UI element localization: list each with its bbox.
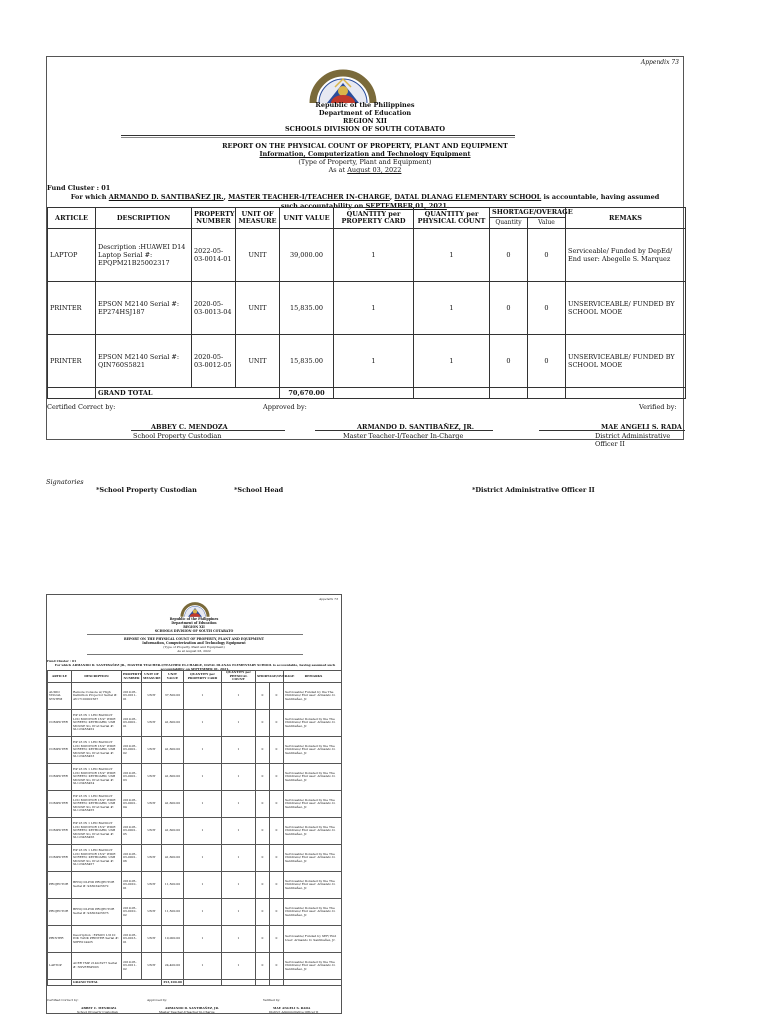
report-category: Information, Computerization and Technology Equipment bbox=[259, 150, 471, 158]
division-label: SCHOOLS DIVISION OF SOUTH COTABATO bbox=[284, 125, 446, 133]
cell-qty-count: 1 bbox=[414, 229, 490, 282]
col-unit: UNIT OF MEASURE bbox=[236, 208, 280, 229]
as-at-label: As at bbox=[328, 166, 346, 174]
cell-short-qty: 0 bbox=[256, 737, 270, 764]
thumb-grand-total-value: 353,100.00 bbox=[163, 979, 182, 984]
cell-unit: UNIT bbox=[142, 899, 162, 926]
cell-article: COMPUTER bbox=[48, 737, 72, 764]
thumb-col-article: ARTICLE bbox=[48, 671, 72, 683]
cell-remarks: Serviceable/ Donated by the The Childrens/ End user: Armando D. Santibañez, Jr. bbox=[284, 737, 343, 764]
fund-cluster: Fund Cluster : 01 bbox=[47, 184, 111, 192]
cell-description: Description : EPSON L3110 INK TANK PRINTER Serial #: X8FE014425 bbox=[72, 926, 122, 953]
cell-article: LAPTOP bbox=[48, 953, 72, 980]
cell-article: AUDIO VISUAL SYSTEM bbox=[48, 683, 72, 710]
signatory-custodian: *School Property Custodian bbox=[96, 486, 197, 494]
acct-date: SEPTEMBER 01, 2021 bbox=[365, 202, 447, 210]
table-row bbox=[48, 818, 343, 845]
col-article: ARTICLE bbox=[48, 208, 96, 229]
cell-short-qty: 0 bbox=[256, 953, 270, 980]
cell-short-qty: 0 bbox=[490, 229, 528, 282]
cell-property: 2019-05-03-0010-02 bbox=[122, 899, 142, 926]
report-title: REPORT ON THE PHYSICAL COUNT OF PROPERTY, PLANT AND EQUIPMENT bbox=[222, 142, 508, 150]
col-shortage-value: Value bbox=[528, 218, 566, 229]
thumb-col-short: SHORTAGE/OVERAGE bbox=[256, 671, 284, 683]
cell-blank bbox=[48, 388, 96, 399]
cell-unit-value: 15,835.00 bbox=[280, 335, 334, 388]
col-property-number: PROPERTY NUMBER bbox=[192, 208, 236, 229]
region-label: REGION XII bbox=[343, 117, 387, 125]
cell-count: 1 bbox=[222, 953, 256, 980]
cell-article: PROJECTOR bbox=[48, 872, 72, 899]
grand-total-row bbox=[48, 980, 343, 986]
cell-unit-value: 39,000.00 bbox=[280, 229, 334, 282]
cell-card: 1 bbox=[184, 737, 222, 764]
thumb-certified-label: Certified Correct by: bbox=[47, 998, 79, 1002]
cell-blank bbox=[414, 388, 490, 399]
acct-end: . bbox=[446, 202, 450, 210]
cell-short-value: 0 bbox=[270, 791, 284, 818]
signature-line bbox=[131, 430, 285, 431]
cell-count: 1 bbox=[222, 926, 256, 953]
cell-value: 11,500.00 bbox=[162, 872, 184, 899]
cell-count: 1 bbox=[222, 872, 256, 899]
cell-remarks: Serviceable/ Donated by the The Childrens/ End user: Armando D. Santibañez, Jr. bbox=[284, 872, 343, 899]
cell-blank bbox=[256, 980, 270, 986]
cell-short-qty: 0 bbox=[256, 791, 270, 818]
cell-value: 41,600.00 bbox=[162, 764, 184, 791]
cell-short-value: 0 bbox=[270, 764, 284, 791]
cell-value: 24,400.00 bbox=[162, 953, 184, 980]
cell-article: COMPUTER bbox=[48, 710, 72, 737]
grand-total-value: 70,670.00 bbox=[280, 388, 334, 399]
cell-value: 10,000.00 bbox=[162, 926, 184, 953]
table-row bbox=[48, 791, 343, 818]
cell-blank bbox=[48, 980, 72, 986]
cell-blank bbox=[528, 388, 566, 399]
cell-remarks: Serviceable/ Donated by the The Childrens/ End user: Armando D. Santibañez, Jr. bbox=[284, 710, 343, 737]
cell-article: COMPUTER bbox=[48, 818, 72, 845]
thumb-rule bbox=[87, 634, 303, 635]
cell-count: 1 bbox=[222, 710, 256, 737]
thumb-col-unit: UNIT OF MEASURE bbox=[142, 671, 162, 683]
verified-position: District Administrative Officer II bbox=[595, 432, 671, 448]
signature-line bbox=[539, 430, 685, 431]
cell-count: 1 bbox=[222, 683, 256, 710]
cell-description: HP 23 IN 1 LED BACKLIT LCD MONITOR 16:9" WIDE SCREEN; KEYBOARD; USB MOUSE SL; Prod Serial #: SL123456456 bbox=[72, 818, 122, 845]
cell-short-qty: 0 bbox=[256, 845, 270, 872]
acct-name: ARMANDO D. SANTIBAÑEZ JR. bbox=[108, 193, 224, 201]
cell-short-qty: 0 bbox=[256, 872, 270, 899]
cell-unit-value: 15,835.00 bbox=[280, 282, 334, 335]
cell-remarks: Serviceable/ Donated by the The Childrens/ End user: Armando D. Santibañez, Jr. bbox=[284, 791, 343, 818]
thumb-verified-label: Verified by: bbox=[263, 998, 281, 1002]
cell-blank bbox=[222, 980, 256, 986]
cell-value: 41,600.00 bbox=[162, 710, 184, 737]
cell-description: BENQ DLP3D PROJECTOR Serial #: 93Z03425673 bbox=[72, 899, 122, 926]
cell-count: 1 bbox=[222, 818, 256, 845]
thumb-fund: Fund Cluster : 01 bbox=[47, 659, 77, 663]
cell-description: HP 23 IN 1 LED BACKLIT LCD MONITOR 16:9" WIDE SCREEN; KEYBOARD; USB MOUSE SL; Prod Serial #: SL123456457 bbox=[72, 845, 122, 872]
thumb-col-count: QUANTITY per PHYSICAL COUNT bbox=[222, 671, 256, 683]
cell-short-qty: 0 bbox=[256, 818, 270, 845]
grand-total-row bbox=[48, 388, 686, 399]
cell-short-value: 0 bbox=[270, 872, 284, 899]
cell-unit: UNIT bbox=[142, 953, 162, 980]
verified-name: MAE ANGELI S. RADA bbox=[601, 423, 682, 431]
thumb-department: Department of Education bbox=[171, 621, 217, 625]
cell-remarks: Serviceable/ Donated by the The Childrens/ End user: Armando D. Santibañez, Jr. bbox=[284, 953, 343, 980]
thumb-region: REGION XII bbox=[183, 625, 205, 629]
cell-short-value: 0 bbox=[270, 953, 284, 980]
cell-short-qty: 0 bbox=[490, 335, 528, 388]
table-row bbox=[48, 710, 343, 737]
cell-property: 2019-05-03-0001-01 bbox=[122, 710, 142, 737]
cell-unit: UNIT bbox=[142, 926, 162, 953]
cell-card: 1 bbox=[184, 845, 222, 872]
cell-description: EPSON M2140 Serial #: QIN760S5821 bbox=[96, 335, 192, 388]
grand-total-label: GRAND TOTAL bbox=[96, 388, 280, 399]
thumb-as-at: As at August 03, 2022 bbox=[177, 649, 211, 653]
cell-short-value: 0 bbox=[270, 899, 284, 926]
cell-value: 11,500.00 bbox=[162, 899, 184, 926]
thumb-type: (Type of Property, Plant and Equipment) bbox=[163, 645, 225, 649]
as-at-line bbox=[47, 166, 683, 174]
cell-unit: UNIT bbox=[142, 845, 162, 872]
cell-remarks: Serviceable/ Donated by the The Childrens/ End user: Armando D. Santibañez, Jr. bbox=[284, 818, 343, 845]
cell-short-qty: 0 bbox=[256, 683, 270, 710]
cell-short-value: 0 bbox=[270, 818, 284, 845]
thumb-col-card: QUANTITY per PROPERTY CARD bbox=[184, 671, 222, 683]
cell-blank bbox=[490, 388, 528, 399]
table-row bbox=[48, 683, 343, 710]
cell-card: 1 bbox=[184, 710, 222, 737]
col-description: DESCRIPTION bbox=[96, 208, 192, 229]
approved-name: ARMANDO D. SANTIBAÑEZ, JR. bbox=[357, 423, 475, 431]
thumb-approved-label: Approved by: bbox=[147, 998, 168, 1002]
cell-article: LAPTOP bbox=[48, 229, 96, 282]
thumb-republic: Republic of the Philippines bbox=[169, 617, 219, 621]
cell-count: 1 bbox=[222, 845, 256, 872]
cell-remarks: UNSERVICEABLE/ FUNDED BY SCHOOL MOOE bbox=[566, 282, 686, 335]
thumb-certified-name: ABBEY C. MENDOZA bbox=[81, 1006, 117, 1010]
table-row bbox=[48, 229, 686, 282]
cell-description: Description :HUAWEI D14 Laptop Serial #: EPQPM21B25002317 bbox=[96, 229, 192, 282]
cell-article: COMPUTER bbox=[48, 791, 72, 818]
cell-qty-count: 1 bbox=[414, 335, 490, 388]
thumb-category: Information, Computerization and Technology Equipment bbox=[142, 641, 246, 645]
table-row bbox=[48, 953, 343, 980]
cell-unit: UNIT bbox=[142, 764, 162, 791]
cell-value: 41,600.00 bbox=[162, 818, 184, 845]
report-sheet bbox=[46, 56, 684, 448]
type-caption: (Type of Property, Plant and Equipment) bbox=[298, 158, 432, 166]
cell-unit: UNIT bbox=[142, 791, 162, 818]
cell-property-number: 2020-05-03-0012-05 bbox=[192, 335, 236, 388]
cell-value: 41,600.00 bbox=[162, 791, 184, 818]
header-rule-thin bbox=[121, 137, 515, 138]
table-row bbox=[48, 335, 686, 388]
thumb-col-remarks: REMARKS bbox=[284, 671, 343, 683]
cell-short-value: 0 bbox=[528, 229, 566, 282]
signature-line bbox=[315, 430, 493, 431]
cell-qty-card: 1 bbox=[334, 282, 414, 335]
cell-description: ACER TMP 2140-5977 Serial #: NXVERSP003 bbox=[72, 953, 122, 980]
cell-unit: UNIT bbox=[142, 737, 162, 764]
cell-remarks: Serviceable/ Donated by the The Childrens/ End user: Armando D. Santibañez, Jr. bbox=[284, 845, 343, 872]
thumb-col-property: PROPERTY NUMBER bbox=[122, 671, 142, 683]
cell-qty-card: 1 bbox=[334, 335, 414, 388]
thumb-certified-position: School Property Custodian bbox=[77, 1010, 118, 1014]
cell-card: 1 bbox=[184, 872, 222, 899]
col-qty-card: QUANTITY per PROPERTY CARD bbox=[334, 208, 414, 229]
thumb-accountability: For which ARMANDO D. SANTIBAÑEZ JR., MASTER TEACHER-I/TEACHER IN-CHARGE, DATAL DLANAG ELEMENTARY SCHOOL is accountable, having assumed such accountability on SEPTEMBER 01, 2021. bbox=[54, 663, 336, 671]
approved-label: Approved by: bbox=[263, 403, 307, 411]
cell-card: 1 bbox=[184, 953, 222, 980]
cell-unit: UNIT bbox=[236, 229, 280, 282]
cell-property: 2019-05-03-0001-03 bbox=[122, 764, 142, 791]
cell-property: 2019-05-03-0001-05 bbox=[122, 818, 142, 845]
thumb-table-body bbox=[48, 683, 343, 986]
thumb-approved-position: Master Teacher-I/Teacher In-Charge bbox=[159, 1010, 215, 1014]
as-at-date: August 03, 2022 bbox=[347, 166, 402, 174]
cell-card: 1 bbox=[184, 926, 222, 953]
signatories-label: Signatories bbox=[46, 478, 84, 486]
cell-short-value: 0 bbox=[270, 737, 284, 764]
cell-description: Remote Console w/ High Definition Projector Serial #: AV17100001567 bbox=[72, 683, 122, 710]
acct-sep2: , bbox=[389, 193, 395, 201]
thumb-property-table bbox=[47, 670, 342, 986]
cell-property: 2019-05-03-0010-01 bbox=[122, 872, 142, 899]
table-row bbox=[48, 764, 343, 791]
cell-card: 1 bbox=[184, 899, 222, 926]
cell-property-number: 2020-05-03-0013-04 bbox=[192, 282, 236, 335]
cell-remarks: Serviceable/ Funded by SEF/ End User: Armando D. Santibañez, Jr. bbox=[284, 926, 343, 953]
cell-article: PROJECTOR bbox=[48, 899, 72, 926]
thumb-rule bbox=[87, 654, 303, 655]
cell-article: COMPUTER bbox=[48, 764, 72, 791]
cell-article: PRINTER bbox=[48, 926, 72, 953]
cell-value: 37,500.00 bbox=[162, 683, 184, 710]
acct-school: DATAL DLANAG ELEMENTARY SCHOOL bbox=[394, 193, 542, 201]
cell-unit: UNIT bbox=[236, 335, 280, 388]
republic-label: Republic of the Philippines bbox=[315, 101, 415, 109]
cell-card: 1 bbox=[184, 683, 222, 710]
cell-property: 2019-05-03-0001-06 bbox=[122, 845, 142, 872]
cell-description: BENQ DLP3D PROJECTOR Serial #: 93Z03425672 bbox=[72, 872, 122, 899]
cell-blank bbox=[566, 388, 686, 399]
signatory-district: *District Administrative Officer II bbox=[472, 486, 595, 494]
cell-count: 1 bbox=[222, 899, 256, 926]
cell-description: HP 23 IN 1 LED BACKLIT LCD MONITOR 16:9" WIDE SCREEN; KEYBOARD; USB MOUSE SL; Prod Serial #: SL123456454 bbox=[72, 764, 122, 791]
cell-qty-count: 1 bbox=[414, 282, 490, 335]
cell-value: 41,600.00 bbox=[162, 845, 184, 872]
certified-position: School Property Custodian bbox=[133, 432, 222, 440]
cell-blank bbox=[284, 980, 343, 986]
cell-remarks: Serviceable/ Funded by the The Childrens/ End user: Armando D. Santibañez, Jr. bbox=[284, 683, 343, 710]
certified-name: ABBEY C. MENDOZA bbox=[151, 423, 228, 431]
cell-count: 1 bbox=[222, 764, 256, 791]
thumb-appendix: Appendix 73 bbox=[318, 597, 338, 601]
acct-prefix: For which bbox=[70, 193, 109, 201]
approved-position: Master Teacher-I/Teacher In-Charge bbox=[343, 432, 464, 440]
cell-property: 2019-05-03-0001-02 bbox=[122, 737, 142, 764]
cell-count: 1 bbox=[222, 737, 256, 764]
thumb-grand-total-label: GRAND TOTAL bbox=[72, 980, 162, 986]
cell-description: HP 23 IN 1 LED BACKLIT LCD MONITOR 16:9" WIDE SCREEN; KEYBOARD; USB MOUSE SL; Prod Serial #: SL123456452 bbox=[72, 710, 122, 737]
signatory-head: *School Head bbox=[234, 486, 284, 494]
thumb-col-description: DESCRIPTION bbox=[72, 671, 122, 683]
acct-mid: is accountable, having assumed such accountability on bbox=[280, 193, 660, 210]
col-shortage-qty: Quantity bbox=[490, 218, 528, 229]
cell-remarks: UNSERVICEABLE/ FUNDED BY SCHOOL MOOE bbox=[566, 335, 686, 388]
cell-description: HP 23 IN 1 LED BACKLIT LCD MONITOR 16:9" WIDE SCREEN; KEYBOARD; USB MOUSE SL; Prod Serial #: SL123456455 bbox=[72, 791, 122, 818]
cell-short-qty: 0 bbox=[256, 710, 270, 737]
cell-short-value: 0 bbox=[270, 845, 284, 872]
cell-short-value: 0 bbox=[528, 335, 566, 388]
cell-article: COMPUTER bbox=[48, 845, 72, 872]
col-remarks: REMAKS bbox=[566, 208, 686, 229]
property-table bbox=[47, 207, 686, 399]
thumb-approved-name: ARMANDO D. SANTIBAÑEZ, JR. bbox=[165, 1006, 220, 1010]
cell-card: 1 bbox=[184, 818, 222, 845]
table-row bbox=[48, 899, 343, 926]
acct-sep1: , bbox=[223, 193, 229, 201]
cell-short-qty: 0 bbox=[256, 764, 270, 791]
certified-label: Certified Correct by: bbox=[47, 403, 116, 411]
thumb-division: SCHOOLS DIVISION OF SOUTH COTABATO bbox=[154, 629, 234, 633]
cell-qty-card: 1 bbox=[334, 229, 414, 282]
cell-short-qty: 0 bbox=[256, 899, 270, 926]
table-row bbox=[48, 872, 343, 899]
cell-short-value: 0 bbox=[270, 683, 284, 710]
thumb-verified-position: District Administrative Officer II bbox=[269, 1010, 319, 1014]
cell-description: HP 23 IN 1 LED BACKLIT LCD MONITOR 16:9" WIDE SCREEN; KEYBOARD; USB MOUSE SL; Prod Serial #: SL123456453 bbox=[72, 737, 122, 764]
report-sheet-thumbnail bbox=[46, 594, 342, 1014]
col-qty-count: QUANTITY per PHYSICAL COUNT bbox=[414, 208, 490, 229]
deped-seal-icon bbox=[297, 61, 389, 105]
cell-article: PRINTER bbox=[48, 282, 96, 335]
cell-short-qty: 0 bbox=[256, 926, 270, 953]
table-row bbox=[48, 926, 343, 953]
cell-blank bbox=[184, 980, 222, 986]
cell-value: 41,600.00 bbox=[162, 737, 184, 764]
cell-short-value: 0 bbox=[528, 282, 566, 335]
col-unit-value: UNIT VALUE bbox=[280, 208, 334, 229]
cell-remarks: Serviceable/ Donated by the The Childrens/ End user: Armando D. Santibañez, Jr. bbox=[284, 899, 343, 926]
department-label: Department of Education bbox=[318, 109, 412, 117]
appendix-label: Appendix 73 bbox=[640, 59, 679, 66]
cell-property: 2019-05-03-0013-01 bbox=[122, 926, 142, 953]
cell-card: 1 bbox=[184, 764, 222, 791]
cell-unit: UNIT bbox=[142, 710, 162, 737]
cell-count: 1 bbox=[222, 791, 256, 818]
cell-unit: UNIT bbox=[142, 818, 162, 845]
cell-remarks: Serviceable/ Funded by DepEd/ End user: Abegelle S. Marquez bbox=[566, 229, 686, 282]
thumb-col-value: UNIT VALUE bbox=[162, 671, 184, 683]
cell-unit: UNIT bbox=[236, 282, 280, 335]
table-row bbox=[48, 845, 343, 872]
thumb-verified-name: MAE ANGELI S. RADA bbox=[273, 1006, 311, 1010]
table-row bbox=[48, 737, 343, 764]
cell-short-qty: 0 bbox=[490, 282, 528, 335]
thumb-title: REPORT ON THE PHYSICAL COUNT OF PROPERTY, PLANT AND EQUIPMENT bbox=[123, 637, 265, 641]
acct-position: MASTER TEACHER-I/TEACHER IN-CHARGE bbox=[228, 193, 390, 201]
table-row bbox=[48, 282, 686, 335]
header-rule bbox=[121, 135, 515, 136]
cell-property: 2019-05-03-0011-02 bbox=[122, 953, 142, 980]
cell-unit: UNIT bbox=[142, 872, 162, 899]
cell-short-value: 0 bbox=[270, 710, 284, 737]
deped-seal-icon bbox=[175, 598, 215, 618]
cell-property-number: 2022-05-03-0014-01 bbox=[192, 229, 236, 282]
cell-remarks: Serviceable/ Donated by the The Childrens/ End user: Armando D. Santibañez, Jr. bbox=[284, 764, 343, 791]
cell-blank bbox=[270, 980, 284, 986]
cell-unit: UNIT bbox=[142, 683, 162, 710]
cell-card: 1 bbox=[184, 791, 222, 818]
cell-property: 2019-05-03-0011-01 bbox=[122, 683, 142, 710]
cell-short-value: 0 bbox=[270, 926, 284, 953]
cell-property: 2019-05-03-0001-04 bbox=[122, 791, 142, 818]
cell-description: EPSON M2140 Serial #: EP274HSJ187 bbox=[96, 282, 192, 335]
cell-article: PRINTER bbox=[48, 335, 96, 388]
cell-blank bbox=[334, 388, 414, 399]
col-shortage: SHORTAGE/OVERAGE bbox=[490, 208, 566, 218]
verified-label: Verified by: bbox=[639, 403, 677, 411]
